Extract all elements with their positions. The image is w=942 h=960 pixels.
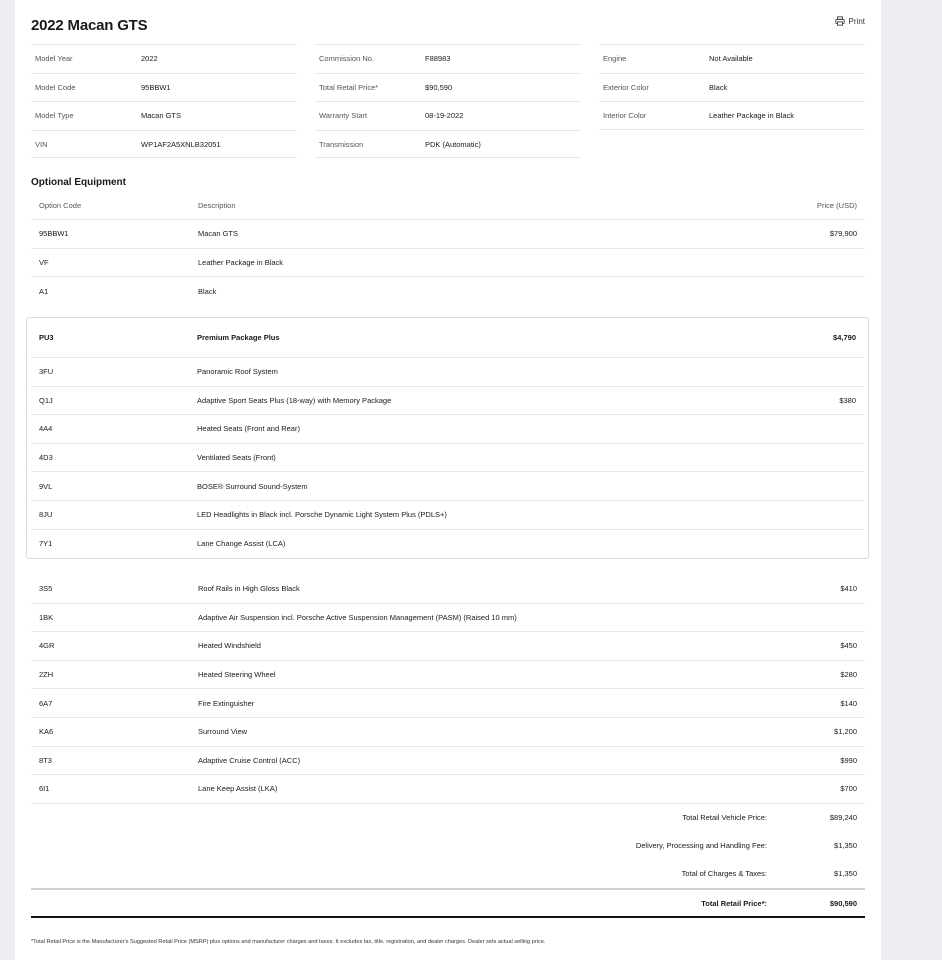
final-total-label: Total Retail Price*: [701,898,767,908]
option-description: Ventilated Seats (Front) [197,453,276,463]
spec-label: VIN [35,139,48,149]
package-item-row [31,415,864,444]
spec-row [31,101,297,130]
table-row [31,604,865,633]
option-description: Heated Seats (Front and Rear) [197,424,300,434]
option-code: 9VL [39,481,53,491]
option-price: $280 [840,670,857,680]
option-code: VF [39,257,49,267]
spec-value: WP1AF2A5XNLB32051 [141,139,221,149]
package-item-row [31,501,864,530]
spec-row [315,101,581,130]
spec-label: Transmission [319,139,364,149]
package-description: Premium Package Plus [197,333,280,342]
msrp-footnote: *Total Retail Price is the Manufacturer's Suggested Retail Price (MSRP) plus options and manufacturer charges and taxes. It excludes tax, title, registration, and dealer charges. Dealer sets actual selling price. [31,939,546,945]
option-code: 4GR [39,641,55,651]
option-code: 8T3 [39,755,52,765]
option-code: 95BBW1 [39,229,69,239]
spec-value: 2022 [141,54,158,64]
header-price: Price (USD) [816,200,857,210]
spec-label: Model Type [35,111,74,121]
spec-value: Black [709,82,728,92]
option-price: $450 [840,641,857,651]
table-row [31,632,865,661]
specs-column-1 [31,44,297,158]
equipment-table-top [31,191,865,306]
spec-label: Commission No. [319,54,375,64]
option-code: A1 [39,286,49,296]
table-row [31,689,865,718]
table-header [31,191,865,220]
header-description: Description [198,200,236,210]
optional-equipment-heading: Optional Equipment [31,177,126,188]
option-description: Macan GTS [198,229,239,239]
table-row [31,277,865,306]
option-code: 2ZH [39,670,54,680]
total-row [31,831,865,859]
option-description: Adaptive Air Suspension incl. Porsche Active Suspension Management (PASM) (Raised 10 mm) [198,612,517,622]
total-label: Total of Charges & Taxes: [681,869,767,879]
option-code: 4D3 [39,453,53,463]
table-row [31,775,865,804]
final-total-value: $90,590 [829,898,857,908]
option-description: Leather Package in Black [198,257,284,267]
option-price: $79,900 [829,229,857,239]
spec-label: Warranty Start [319,111,368,121]
table-row [31,249,865,278]
spec-row [31,130,297,159]
option-code: 6I1 [39,784,50,794]
spec-row [599,101,865,130]
total-label: Delivery, Processing and Handling Fee: [635,841,767,851]
total-row [31,803,865,831]
window-sticker-card [15,0,881,960]
spec-row [315,73,581,102]
print-button[interactable] [835,16,865,26]
spec-row [599,73,865,102]
option-price: $410 [840,584,857,594]
option-code: 3S5 [39,584,53,594]
option-description: Heated Steering Wheel [198,670,276,680]
specs-column-2 [315,44,581,158]
option-code: 7Y1 [39,539,53,549]
spec-row [599,44,865,73]
spec-value: Leather Package in Black [709,110,795,120]
table-row [31,747,865,776]
spec-label: Exterior Color [603,82,649,92]
header-option-code: Option Code [39,200,82,210]
specs-column-3 [599,44,865,158]
option-code: 3FU [39,367,54,377]
total-value: $1,350 [834,841,857,851]
package-header-row [31,318,864,358]
option-code: Q1J [39,395,53,405]
option-description: Panoramic Roof System [197,367,278,377]
spec-value: PDK (Automatic) [425,139,481,149]
option-description: Fire Extinguisher [198,698,255,708]
option-description: Black [198,286,217,296]
option-price: $1,200 [834,727,857,737]
option-description: BOSE® Surround Sound-System [197,481,308,491]
package-item-row [31,358,864,387]
option-code: 1BK [39,612,54,622]
spec-value: 08-19-2022 [425,111,464,121]
final-total-row [31,888,865,918]
spec-value: 95BBW1 [141,82,171,92]
total-value: $89,240 [829,812,857,822]
option-code: 8JU [39,510,53,520]
vehicle-specs [31,44,865,158]
option-code: 4A4 [39,424,53,434]
option-description: LED Headlights in Black incl. Porsche Dynamic Light System Plus (PDLS+) [197,510,447,520]
option-code: KA6 [39,727,54,737]
package-item-row [31,387,864,416]
option-description: Adaptive Sport Seats Plus (18-way) with Memory Package [197,395,392,405]
option-price: $700 [840,784,857,794]
option-description: Roof Rails in High Gloss Black [198,584,300,594]
print-label: Print [848,16,865,26]
package-item-row [31,530,864,559]
option-description: Surround View [198,727,248,737]
equipment-table-bottom [31,575,865,804]
package-item-row [31,444,864,473]
option-description: Lane Change Assist (LCA) [197,539,286,549]
spec-value: Macan GTS [141,111,182,121]
spec-row [31,73,297,102]
table-row [31,718,865,747]
table-row [31,575,865,604]
spec-row [315,44,581,73]
option-price: $380 [839,395,856,405]
spec-label: Total Retail Price* [319,82,379,92]
option-price: $140 [840,698,857,708]
page-title: 2022 Macan GTS [31,17,148,34]
spec-row [31,44,297,73]
table-row [31,220,865,249]
option-description: Heated Windshield [198,641,261,651]
spec-value: $90,590 [425,82,453,92]
package-code: PU3 [39,333,54,342]
spec-label: Engine [603,54,627,64]
total-value: $1,350 [834,869,857,879]
option-code: 6A7 [39,698,53,708]
spec-row [315,130,581,159]
premium-package-group [26,317,869,559]
spec-value: Not Available [709,54,753,64]
table-row [31,661,865,690]
spec-value: F88983 [425,54,451,64]
total-row [31,860,865,888]
total-label: Total Retail Vehicle Price: [682,812,767,822]
option-price: $990 [840,755,857,765]
spec-label: Model Year [35,54,73,64]
package-item-row [31,472,864,501]
price-totals [31,803,865,918]
spec-label: Interior Color [603,110,647,120]
spec-label: Model Code [35,82,76,92]
option-description: Lane Keep Assist (LKA) [198,784,278,794]
package-price: $4,790 [833,333,856,342]
printer-icon [835,16,845,26]
option-description: Adaptive Cruise Control (ACC) [198,755,301,765]
